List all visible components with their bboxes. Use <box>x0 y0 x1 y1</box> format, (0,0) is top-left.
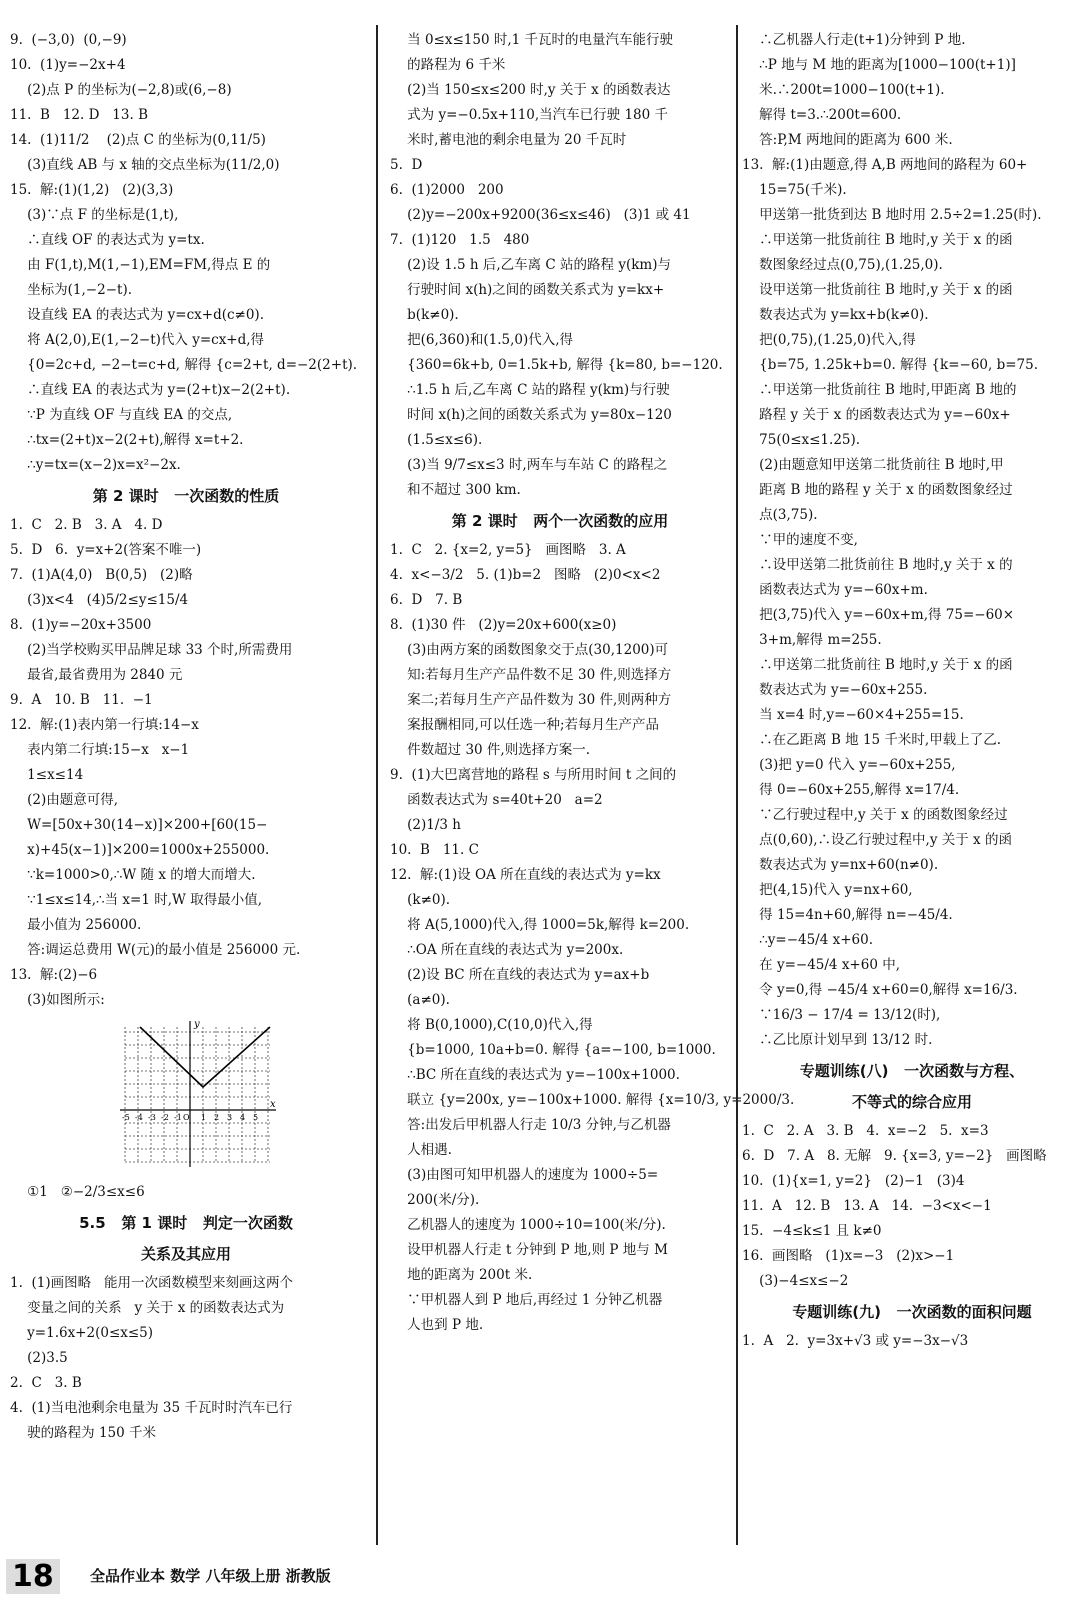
answer-line: 表内第二行填:15−x x−1 <box>10 742 190 758</box>
answer-line: ∴直线 EA 的表达式为 y=(2+t)x−2(2+t). <box>10 382 291 398</box>
x-tick: -4 <box>135 1113 143 1122</box>
answer-line: 最省,最省费用为 2840 元 <box>10 667 183 683</box>
answer-line: 2. C 3. B <box>10 1375 82 1391</box>
answer-line: 解得 t=3.∴200t=600. <box>742 107 902 123</box>
x-tick: O <box>183 1113 190 1122</box>
answer-line: (2)3.5 <box>10 1350 68 1366</box>
answer-line: ∴乙机器人行走(t+1)分钟到 P 地. <box>742 32 966 48</box>
answer-line: 把(4,15)代入 y=nx+60, <box>742 882 913 898</box>
section-heading-3: 第 2 课时 两个一次函数的应用 <box>451 512 669 530</box>
answer-line: 10. B 11. C <box>390 842 479 858</box>
answer-line: ∵1≤x≤14,∴当 x=1 时,W 取得最小值, <box>10 892 262 908</box>
col1-top-list <box>10 28 362 478</box>
answer-line: 15. −4≤k≤1 且 k≠0 <box>742 1223 882 1239</box>
answer-line: ∴y=tx=(x−2)x=x²−2x. <box>10 457 181 473</box>
answer-line: 12. 解:(1)设 OA 所在直线的表达式为 y=kx <box>390 867 661 883</box>
answer-line: (2)由题意知甲送第二批货前往 B 地时,甲 <box>742 457 1004 473</box>
answer-line: 联立 {y=200x, y=−100x+1000. 解得 {x=10/3, y=2000/3. <box>390 1092 795 1108</box>
col1-mid-list <box>10 513 362 1013</box>
answer-line: (3)直线 AB 与 x 轴的交点坐标为(11/2,0) <box>10 157 280 173</box>
answer-line: 把(3,75)代入 y=−60x+m,得 75=−60× <box>742 607 1015 623</box>
answer-line: 设直线 EA 的表达式为 y=cx+d(c≠0). <box>10 307 264 323</box>
answer-line: 坐标为(1,−2−t). <box>10 282 133 298</box>
col3-top-list <box>742 28 1082 1053</box>
answer-line: 案报酬相同,可以任选一种;若每月生产产品 <box>390 717 660 733</box>
answer-line: 把(0,75),(1.25,0)代入,得 <box>742 332 916 348</box>
answer-line: ∴甲送第一批货前往 B 地时,甲距离 B 地的 <box>742 382 1017 398</box>
answer-line: 距离 B 地的路程 y 关于 x 的函数图象经过 <box>742 482 1013 498</box>
answer-line: 时间 x(h)之间的函数关系式为 y=80x−120 <box>390 407 672 423</box>
answer-line: (2)当学校购买甲品牌足球 33 个时,所需费用 <box>10 642 293 658</box>
answer-line: 答:P,M 两地间的距离为 600 米. <box>742 132 953 148</box>
answer-line: 9. A 10. B 11. −1 <box>10 692 153 708</box>
answer-line: (2)设 1.5 h 后,乙车离 C 站的路程 y(km)与 <box>390 257 671 273</box>
answer-line: 将 B(0,1000),C(10,0)代入,得 <box>390 1017 593 1033</box>
answer-line: 答:调运总费用 W(元)的最小值是 256000 元. <box>10 942 301 958</box>
answer-line: (3)x<4 (4)5/2≤y≤15/4 <box>10 592 189 608</box>
answer-line: ∵P 为直线 OF 与直线 EA 的交点, <box>10 407 233 423</box>
answer-line: (2)设 BC 所在直线的表达式为 y=ax+b <box>390 967 650 983</box>
answer-line: ∴BC 所在直线的表达式为 y=−100x+1000. <box>390 1067 680 1083</box>
answer-line: (a≠0). <box>390 992 450 1008</box>
x-tick: -1 <box>174 1113 182 1122</box>
answer-line: 15. 解:(1)(1,2) (2)(3,3) <box>10 182 174 198</box>
answer-line: 1. C 2. {x=2, y=5} 画图略 3. A <box>390 542 626 558</box>
answer-line: ∴OA 所在直线的表达式为 y=200x. <box>390 942 624 958</box>
answer-line: 5. D 6. y=x+2(答案不唯一) <box>10 542 202 558</box>
answer-line: 9. (1)大巴离营地的路程 s 与所用时间 t 之间的 <box>390 767 677 783</box>
answer-line: {0=2c+d, −2−t=c+d, 解得 {c=2+t, d=−2(2+t). <box>10 357 358 373</box>
answer-line: 式为 y=−0.5x+110,当汽车已行驶 180 千 <box>390 107 669 123</box>
x-tick: -2 <box>161 1113 169 1122</box>
answer-line: 案二;若每月生产产品件数为 30 件,则两种方 <box>390 692 672 708</box>
answer-line: 点(3,75). <box>742 507 818 523</box>
answer-line: ∴乙比原计划早到 13/12 时. <box>742 1032 933 1048</box>
answer-line: 乙机器人的速度为 1000÷10=100(米/分). <box>390 1217 666 1233</box>
answer-line: 驶的路程为 150 千米 <box>10 1425 157 1441</box>
answer-line: 令 y=0,得 −45/4 x+60=0,解得 x=16/3. <box>742 982 1018 998</box>
answer-line: 11. B 12. D 13. B <box>10 107 148 123</box>
answer-line: 设甲送第一批货前往 B 地时,y 关于 x 的函 <box>742 282 1013 298</box>
graph-answer: ①1 ②−2/3≤x≤6 <box>10 1184 145 1200</box>
answer-line: 由 F(1,t),M(1,−1),EM=FM,得点 E 的 <box>10 257 271 273</box>
answer-line: 7. (1)A(4,0) B(0,5) (2)略 <box>10 567 193 583</box>
answer-line: (3)把 y=0 代入 y=−60x+255, <box>742 757 956 773</box>
answer-line: (3)由图可知甲机器人的速度为 1000÷5= <box>390 1167 659 1183</box>
coordinate-graph <box>120 1017 362 1176</box>
column-divider <box>736 25 738 1545</box>
answer-line: 函数表达式为 s=40t+20 a=2 <box>390 792 603 808</box>
answer-line: x)+45(x−1)]×200=1000x+255000. <box>10 842 270 858</box>
x-tick: 2 <box>214 1113 220 1122</box>
col3-bottom-list <box>742 1329 1082 1354</box>
answer-line: ∵甲机器人到 P 地后,再经过 1 分钟乙机器 <box>390 1292 663 1308</box>
section-heading-2b: 关系及其应用 <box>140 1245 231 1263</box>
section-heading-2a: 5.5 第 1 课时 判定一次函数 <box>79 1214 293 1232</box>
answer-line: ∴在乙距离 B 地 15 千米时,甲载上了乙. <box>742 732 1002 748</box>
answer-line: 当 0≤x≤150 时,1 千瓦时的电量汽车能行驶 <box>390 32 674 48</box>
answer-line: ∴设甲送第二批货前往 B 地时,y 关于 x 的 <box>742 557 1013 573</box>
answer-line: ∵k=1000>0,∴W 随 x 的增大而增大. <box>10 867 256 883</box>
answer-line: 得 0=−60x+255,解得 x=17/4. <box>742 782 960 798</box>
answer-line: 10. (1)y=−2x+4 <box>10 57 126 73</box>
answer-line: 5. D <box>390 157 423 173</box>
graph-svg <box>120 1017 280 1167</box>
col3-mid-list <box>742 1119 1082 1294</box>
answer-line: 米时,蓄电池的剩余电量为 20 千瓦时 <box>390 132 627 148</box>
col2-bottom-list <box>390 538 795 1338</box>
answer-line: (1.5≤x≤6). <box>390 432 483 448</box>
answer-line: 1. C 2. B 3. A 4. D <box>10 517 163 533</box>
answer-line: ∵16/3 − 17/4 = 13/12(时), <box>742 1007 941 1023</box>
answer-line: W=[50x+30(14−x)]×200+[60(15− <box>10 817 268 833</box>
answer-line: 将 A(2,0),E(1,−2−t)代入 y=cx+d,得 <box>10 332 265 348</box>
answer-line: (k≠0). <box>390 892 451 908</box>
answer-line: 数表达式为 y=kx+b(k≠0). <box>742 307 929 323</box>
answer-line: 的路程为 6 千米 <box>390 57 506 73</box>
answer-line: 10. (1){x=1, y=2} (2)−1 (3)4 <box>742 1173 965 1189</box>
answer-line: ∵甲的速度不变, <box>742 532 858 548</box>
x-tick: 3 <box>227 1113 233 1122</box>
col1-bottom-list <box>10 1271 362 1446</box>
answer-line: {360=6k+b, 0=1.5k+b, 解得 {k=80, b=−120. <box>390 357 723 373</box>
answer-line: 6. (1)2000 200 <box>390 182 504 198</box>
answer-line: {b=1000, 10a+b=0. 解得 {a=−100, b=1000. <box>390 1042 716 1058</box>
answer-line: 14. (1)11/2 (2)点 C 的坐标为(0,11/5) <box>10 132 266 148</box>
section-heading-4a: 专题训练(八) 一次函数与方程、 <box>799 1062 1025 1080</box>
column-1 <box>10 28 362 1446</box>
answer-line: (3)由两方案的函数图象交于点(30,1200)可 <box>390 642 669 658</box>
x-tick: 4 <box>240 1113 246 1122</box>
answer-line: 最小值为 256000. <box>10 917 142 933</box>
answer-line: ∴P 地与 M 地的距离为[1000−100(t+1)] <box>742 57 1016 73</box>
answer-line: (2)由题意可得, <box>10 792 119 808</box>
answer-line: 6. D 7. B <box>390 592 463 608</box>
column-3 <box>742 28 1082 1354</box>
answer-line: 变量之间的关系 y 关于 x 的函数表达式为 <box>10 1300 285 1316</box>
col2-top-list <box>390 28 730 503</box>
answer-line: 将 A(5,1000)代入,得 1000=5k,解得 k=200. <box>390 917 690 933</box>
answer-line: 1. A 2. y=3x+√3 或 y=−3x−√3 <box>742 1333 969 1349</box>
answer-line: ∴tx=(2+t)x−2(2+t),解得 x=t+2. <box>10 432 244 448</box>
answer-line: 和不超过 300 km. <box>390 482 521 498</box>
answer-line: b(k≠0). <box>390 307 459 323</box>
answer-line: 件数超过 30 件,则选择方案一. <box>390 742 591 758</box>
answer-line: {b=75, 1.25k+b=0. 解得 {k=−60, b=75. <box>742 357 1039 373</box>
answer-line: 1≤x≤14 <box>10 767 84 783</box>
answer-line: 设甲机器人行走 t 分钟到 P 地,则 P 地与 M <box>390 1242 668 1258</box>
answer-line: 点(0,60),∴设乙行驶过程中,y 关于 x 的函 <box>742 832 1012 848</box>
section-heading-4b: 不等式的综合应用 <box>851 1093 972 1111</box>
answer-line: 当 x=4 时,y=−60×4+255=15. <box>742 707 964 723</box>
answer-line: (2)1/3 h <box>390 817 462 833</box>
answer-line: 甲送第一批货到达 B 地时用 2.5÷2=1.25(时). <box>742 207 1042 223</box>
answer-line: (3)−4≤x≤−2 <box>742 1273 849 1289</box>
answer-line: 知:若每月生产产品件数不足 30 件,则选择方 <box>390 667 672 683</box>
answer-line: 数表达式为 y=−60x+255. <box>742 682 928 698</box>
answer-line: 路程 y 关于 x 的函数表达式为 y=−60x+ <box>742 407 1011 423</box>
answer-line: 9. (−3,0) (0,−9) <box>10 32 127 48</box>
answer-line: 函数表达式为 y=−60x+m. <box>742 582 928 598</box>
answer-line: 13. 解:(1)由题意,得 A,B 两地间的路程为 60+ <box>742 157 1028 173</box>
x-axis-label: x <box>270 1099 276 1110</box>
answer-line: 200(米/分). <box>390 1192 480 1208</box>
section-heading-5: 专题训练(九) 一次函数的面积问题 <box>792 1303 1032 1321</box>
answer-line: 11. A 12. B 13. A 14. −3<x<−1 <box>742 1198 992 1214</box>
answer-line: (2)当 150≤x≤200 时,y 关于 x 的函数表达 <box>390 82 671 98</box>
answer-line: 行驶时间 x(h)之间的函数关系式为 y=kx+ <box>390 282 665 298</box>
answer-line: 1. C 2. A 3. B 4. x=−2 5. x=3 <box>742 1123 989 1139</box>
answer-line: 12. 解:(1)表内第一行填:14−x <box>10 717 199 733</box>
page-number: 18 <box>6 1559 60 1594</box>
answer-line: ∴y=−45/4 x+60. <box>742 932 874 948</box>
answer-line: 地的距离为 200t 米. <box>390 1267 533 1283</box>
answer-line: 得 15=4n+60,解得 n=−45/4. <box>742 907 953 923</box>
answer-line: (3)∵点 F 的坐标是(1,t), <box>10 207 179 223</box>
answer-line: 1. (1)画图略 能用一次函数模型来刻画这两个 <box>10 1275 293 1291</box>
column-divider <box>376 25 378 1545</box>
answer-line: (2)y=−200x+9200(36≤x≤46) (3)1 或 41 <box>390 207 691 223</box>
answer-line: 15=75(千米). <box>742 182 847 198</box>
v-shaped-graph-line <box>140 1027 270 1087</box>
answer-line: ∴甲送第一批货前往 B 地时,y 关于 x 的函 <box>742 232 1013 248</box>
answer-line: 4. x<−3/2 5. (1)b=2 图略 (2)0<x<2 <box>390 567 661 583</box>
answer-line: 人相遇. <box>390 1142 452 1158</box>
answer-line: 8. (1)y=−20x+3500 <box>10 617 152 633</box>
answer-line: 8. (1)30 件 (2)y=20x+600(x≥0) <box>390 617 617 633</box>
answer-line: ∴甲送第二批货前往 B 地时,y 关于 x 的函 <box>742 657 1013 673</box>
answer-line: (2)点 P 的坐标为(−2,8)或(6,−8) <box>10 82 232 98</box>
answer-line: 6. D 7. A 8. 无解 9. {x=3, y=−2} 画图略 <box>742 1148 1047 1164</box>
answer-line: 4. (1)当电池剩余电量为 35 千瓦时时汽车已行 <box>10 1400 293 1416</box>
section-heading-1: 第 2 课时 一次函数的性质 <box>92 487 280 505</box>
answer-line: 13. 解:(2)−6 <box>10 967 98 983</box>
answer-line: 在 y=−45/4 x+60 中, <box>742 957 900 973</box>
answer-line: (3)如图所示: <box>10 992 105 1008</box>
y-axis-label: y <box>194 1019 200 1030</box>
x-tick: -3 <box>148 1113 156 1122</box>
answer-line: ∴直线 OF 的表达式为 y=tx. <box>10 232 205 248</box>
x-tick: 1 <box>201 1113 207 1122</box>
answer-line: 米.∴200t=1000−100(t+1). <box>742 82 945 98</box>
answer-line: 答:出发后甲机器人行走 10/3 分钟,与乙机器 <box>390 1117 671 1133</box>
answer-line: 数图象经过点(0,75),(1.25,0). <box>742 257 943 273</box>
footer-text: 全品作业本 数学 八年级上册 浙教版 <box>90 1567 331 1585</box>
answer-line: 数表达式为 y=nx+60(n≠0). <box>742 857 939 873</box>
answer-line: 人也到 P 地. <box>390 1317 484 1333</box>
answer-line: ∴1.5 h 后,乙车离 C 站的路程 y(km)与行驶 <box>390 382 670 398</box>
x-tick: 5 <box>253 1113 259 1122</box>
answer-line: 把(6,360)和(1.5,0)代入,得 <box>390 332 574 348</box>
x-tick: -5 <box>122 1113 130 1122</box>
answer-line: 7. (1)120 1.5 480 <box>390 232 530 248</box>
answer-line: 16. 画图略 (1)x=−3 (2)x>−1 <box>742 1248 955 1264</box>
answer-line: (3)当 9/7≤x≤3 时,两车与车站 C 的路程之 <box>390 457 668 473</box>
page-footer <box>0 1552 1092 1600</box>
answer-line: y=1.6x+2(0≤x≤5) <box>10 1325 154 1341</box>
answer-line: ∵乙行驶过程中,y 关于 x 的函数图象经过 <box>742 807 1008 823</box>
answer-line: 3+m,解得 m=255. <box>742 632 882 648</box>
answer-line: 75(0≤x≤1.25). <box>742 432 861 448</box>
